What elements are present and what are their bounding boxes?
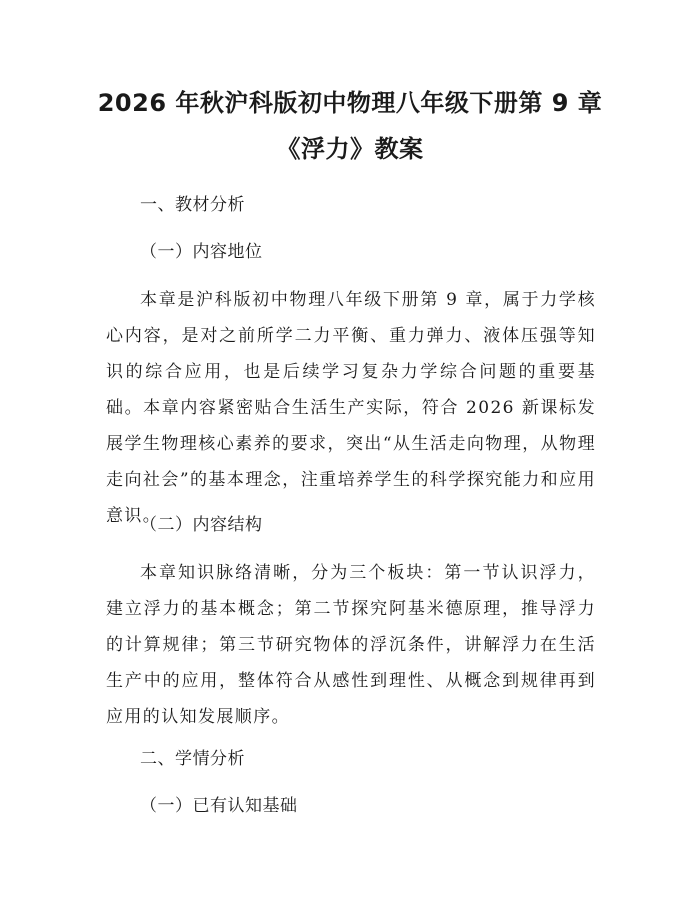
document-title-line1: 2026 年秋沪科版初中物理八年级下册第 9 章 [97, 89, 603, 117]
section-heading-teaching-material-analysis: 一、教材分析 [140, 195, 245, 215]
document-title-line2: 《浮力》教案 [276, 135, 424, 163]
paragraph-content-structure: 本章知识脉络清晰，分为三个板块：第一节认识浮力，建立浮力的基本概念；第二节探究阿基米德原理，推导浮力的计算规律；第三节研究物体的浮沉条件，讲解浮力在生活生产中的应用，整体符合从感性到理性、从概念到规律再到应用的认知发展顺序。 [106, 563, 596, 727]
paragraph-content-position: 本章是沪科版初中物理八年级下册第 9 章，属于力学核心内容，是对之前所学二力平衡、重力弹力、液体压强等知识的综合应用，也是后续学习复杂力学综合问题的重要基础。本章内容紧密贴合生活生产实际，符合 2026 新课标发展学生物理核心素养的要求，突出“从生活走向物理，从物理走向社会”的基本理念，注重培养学生的科学探究能力和应用意识。 [106, 290, 596, 526]
section-heading-learner-analysis: 二、学情分析 [140, 749, 245, 769]
subsection-heading-content-position: （一）内容地位 [140, 242, 263, 262]
subsection-heading-prior-knowledge: （一）已有认知基础 [140, 796, 298, 816]
subsection-heading-content-structure: （二）内容结构 [140, 515, 263, 535]
